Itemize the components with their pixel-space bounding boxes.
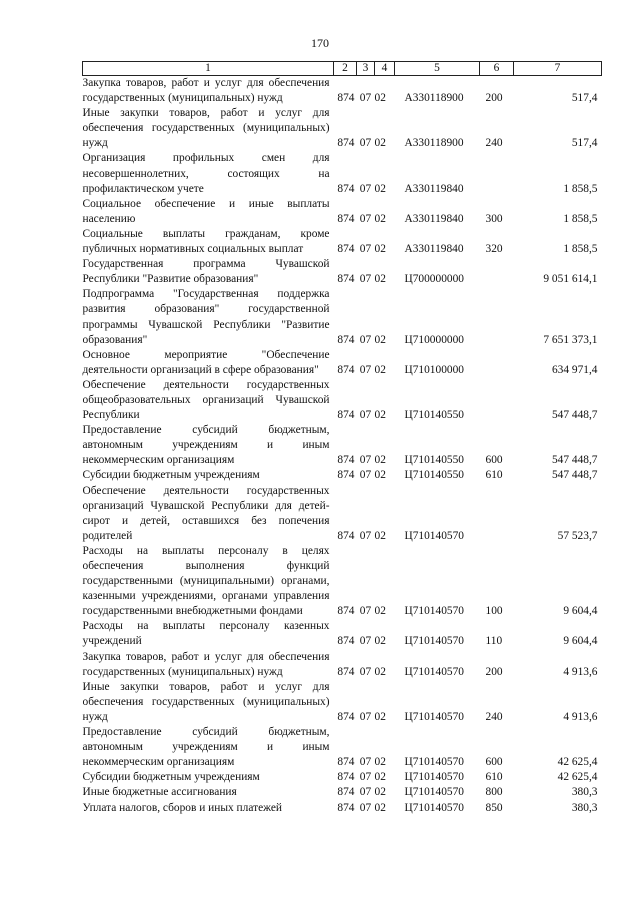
page-number: 170 — [311, 36, 329, 50]
row-subsection: 02 — [374, 771, 386, 784]
row-amount: 7 651 373,1 — [543, 333, 598, 346]
row-amount: 1 858,5 — [563, 182, 598, 195]
row-section: 07 — [359, 363, 372, 376]
row-name: Закупка товаров, работ и услуг для обеспечения государственных (муниципальных) нужд — [82, 77, 330, 105]
row-subsection: 02 — [374, 212, 386, 225]
table-row — [83, 151, 602, 196]
table-row — [83, 76, 602, 107]
row-amount: 1 858,5 — [563, 212, 598, 225]
row-section: 07 — [359, 92, 372, 105]
row-amount: 517,4 — [571, 92, 598, 105]
row-target-code: Ц710140570 — [404, 635, 464, 648]
row-expense-type: 240 — [485, 137, 503, 150]
table-row — [83, 468, 602, 483]
row-target-code: А330118900 — [404, 137, 464, 150]
row-expense-type — [480, 378, 514, 423]
row-amount: 57 523,7 — [557, 529, 598, 542]
row-target-code: Ц710140550 — [404, 409, 464, 422]
row-expense-type: 300 — [485, 212, 503, 225]
row-expense-type — [480, 151, 514, 196]
row-section: 07 — [359, 182, 372, 195]
table-row — [83, 287, 602, 347]
row-section: 07 — [359, 635, 372, 648]
row-target-code: Ц700000000 — [404, 273, 464, 286]
row-subsection: 02 — [374, 469, 386, 482]
table-body — [83, 76, 602, 816]
row-section: 07 — [359, 273, 372, 286]
row-name: Организация профильных смен для несовершеннолетних, состоящих на профилактическом учете — [82, 152, 330, 195]
table-row — [83, 544, 602, 619]
row-subsection: 02 — [374, 710, 386, 723]
row-name: Социальные выплаты гражданам, кроме публичных нормативных социальных выплат — [82, 227, 330, 256]
header-col-admin: 2 — [334, 62, 357, 76]
row-expense-type: 610 — [485, 771, 503, 784]
row-section: 07 — [359, 212, 372, 225]
row-expense-type: 600 — [485, 756, 503, 769]
row-target-code: Ц710140570 — [404, 771, 464, 784]
row-name: Обеспечение деятельности государственных организаций Чувашской Республики для детей-сирот и детей, оставшихся без попечения родителей — [82, 484, 330, 542]
row-amount: 517,4 — [571, 137, 598, 150]
table-header — [83, 62, 602, 76]
row-name: Расходы на выплаты персоналу в целях обеспечения выполнения функций государственными (муниципальными) органами, казенными учреждениями, органами управления государственными внебюджетными фондами — [82, 544, 330, 618]
row-subsection: 02 — [374, 665, 386, 678]
row-section: 07 — [359, 137, 372, 150]
row-section: 07 — [359, 529, 372, 542]
row-section: 07 — [359, 469, 372, 482]
row-admin-code: 874 — [337, 363, 355, 376]
row-section: 07 — [359, 409, 372, 422]
row-admin-code: 874 — [337, 635, 355, 648]
row-subsection: 02 — [374, 92, 386, 105]
row-admin-code: 874 — [337, 333, 355, 346]
row-target-code: Ц710000000 — [404, 333, 464, 346]
row-name: Уплата налогов, сборов и иных платежей — [82, 801, 282, 814]
row-expense-type — [480, 348, 514, 378]
row-section: 07 — [359, 756, 372, 769]
row-subsection: 02 — [374, 243, 386, 256]
row-target-code: Ц710140570 — [404, 605, 464, 618]
table-row — [83, 725, 602, 770]
table-row — [83, 484, 602, 544]
table-row — [83, 785, 602, 800]
row-admin-code: 874 — [337, 273, 355, 286]
row-name: Основное мероприятие "Обеспечение деятельности организаций в сфере образования" — [82, 348, 330, 376]
row-expense-type: 610 — [485, 469, 503, 482]
row-admin-code: 874 — [337, 92, 355, 105]
row-expense-type — [480, 484, 514, 544]
row-expense-type: 110 — [485, 635, 503, 648]
row-name: Предоставление субсидий бюджетным, автономным учреждениям и иным некоммерческим организациям — [82, 424, 330, 467]
row-section: 07 — [359, 454, 372, 467]
header-col-subsection: 4 — [375, 62, 395, 76]
row-target-code: Ц710140570 — [404, 710, 464, 723]
header-col-amount: 7 — [514, 62, 602, 76]
row-subsection: 02 — [374, 756, 386, 769]
row-admin-code: 874 — [337, 756, 355, 769]
row-name: Субсидии бюджетным учреждениям — [82, 771, 260, 784]
row-subsection: 02 — [374, 333, 386, 346]
row-target-code: Ц710140570 — [404, 786, 464, 799]
row-target-code: Ц710140570 — [404, 665, 464, 678]
header-col-name: 1 — [83, 62, 334, 76]
row-amount: 42 625,4 — [557, 756, 598, 769]
row-admin-code: 874 — [337, 710, 355, 723]
row-section: 07 — [359, 710, 372, 723]
row-expense-type: 850 — [485, 801, 503, 814]
table-row — [83, 106, 602, 151]
row-admin-code: 874 — [337, 801, 355, 814]
table-row — [83, 680, 602, 725]
row-target-code: А330118900 — [404, 92, 464, 105]
row-section: 07 — [359, 243, 372, 256]
row-target-code: А330119840 — [404, 243, 464, 256]
header-col-expense-type: 6 — [480, 62, 514, 76]
row-subsection: 02 — [374, 635, 386, 648]
row-admin-code: 874 — [337, 454, 355, 467]
row-admin-code: 874 — [337, 137, 355, 150]
row-subsection: 02 — [374, 273, 386, 286]
table-row — [83, 423, 602, 468]
row-section: 07 — [359, 333, 372, 346]
table-row — [83, 197, 602, 227]
row-target-code: А330119840 — [404, 212, 464, 225]
row-name: Субсидии бюджетным учреждениям — [82, 469, 260, 482]
table-row — [83, 227, 602, 257]
row-amount: 4 913,6 — [563, 710, 598, 723]
row-amount: 547 448,7 — [551, 409, 598, 422]
row-amount: 9 051 614,1 — [543, 273, 598, 286]
row-target-code: Ц710140570 — [404, 529, 464, 542]
row-amount: 42 625,4 — [557, 771, 598, 784]
row-target-code: Ц710140570 — [404, 756, 464, 769]
row-amount: 380,3 — [571, 786, 598, 799]
row-target-code: Ц710100000 — [404, 363, 464, 376]
row-section: 07 — [359, 786, 372, 799]
row-name: Иные закупки товаров, работ и услуг для обеспечения государственных (муниципальных) нужд — [82, 107, 330, 150]
row-admin-code: 874 — [337, 243, 355, 256]
row-amount: 547 448,7 — [551, 469, 598, 482]
row-admin-code: 874 — [337, 605, 355, 618]
row-amount: 634 971,4 — [551, 363, 598, 376]
row-target-code: Ц710140570 — [404, 801, 464, 814]
header-row — [83, 62, 602, 76]
row-section: 07 — [359, 771, 372, 784]
row-amount: 1 858,5 — [563, 243, 598, 256]
row-target-code: Ц710140550 — [404, 469, 464, 482]
row-expense-type: 240 — [485, 710, 503, 723]
row-expense-type: 600 — [485, 454, 503, 467]
row-section: 07 — [359, 605, 372, 618]
table-row — [83, 801, 602, 816]
row-expense-type: 100 — [485, 605, 503, 618]
row-amount: 380,3 — [571, 801, 598, 814]
row-subsection: 02 — [374, 137, 386, 150]
row-name: Закупка товаров, работ и услуг для обеспечения государственных (муниципальных) нужд — [82, 650, 330, 678]
row-section: 07 — [359, 801, 372, 814]
row-expense-type — [480, 287, 514, 347]
row-admin-code: 874 — [337, 212, 355, 225]
row-subsection: 02 — [374, 786, 386, 799]
row-name: Предоставление субсидий бюджетным, автономным учреждениям и иным некоммерческим организациям — [82, 726, 330, 769]
row-admin-code: 874 — [337, 771, 355, 784]
row-expense-type — [480, 257, 514, 287]
row-section: 07 — [359, 665, 372, 678]
row-subsection: 02 — [374, 409, 386, 422]
header-col-target-code: 5 — [395, 62, 480, 76]
table-row — [83, 770, 602, 785]
row-target-code: Ц710140550 — [404, 454, 464, 467]
row-name: Социальное обеспечение и иные выплаты населению — [82, 197, 330, 225]
table-row — [83, 348, 602, 378]
budget-table — [82, 61, 602, 816]
row-subsection: 02 — [374, 454, 386, 467]
row-target-code: А330119840 — [404, 182, 464, 195]
table-row — [83, 378, 602, 423]
row-name: Обеспечение деятельности государственных общеобразовательных организаций Чувашской Республики — [82, 378, 330, 422]
row-admin-code: 874 — [337, 409, 355, 422]
row-amount: 9 604,4 — [563, 605, 598, 618]
row-expense-type: 200 — [485, 92, 503, 105]
row-name: Иные бюджетные ассигнования — [82, 786, 237, 799]
row-admin-code: 874 — [337, 665, 355, 678]
row-name: Государственная программа Чувашской Республики "Развитие образования" — [82, 258, 330, 286]
row-amount: 547 448,7 — [551, 454, 598, 467]
row-admin-code: 874 — [337, 786, 355, 799]
row-admin-code: 874 — [337, 182, 355, 195]
header-col-section: 3 — [357, 62, 375, 76]
row-subsection: 02 — [374, 605, 386, 618]
row-subsection: 02 — [374, 801, 386, 814]
row-subsection: 02 — [374, 529, 386, 542]
row-name: Иные закупки товаров, работ и услуг для обеспечения государственных (муниципальных) нужд — [82, 680, 330, 723]
row-name: Расходы на выплаты персоналу казенных учреждений — [82, 620, 330, 648]
row-expense-type: 320 — [485, 243, 503, 256]
table-row — [83, 619, 602, 649]
row-expense-type: 800 — [485, 786, 503, 799]
table-row — [83, 257, 602, 287]
row-admin-code: 874 — [337, 469, 355, 482]
row-amount: 4 913,6 — [563, 665, 598, 678]
row-amount: 9 604,4 — [563, 635, 598, 648]
row-subsection: 02 — [374, 182, 386, 195]
table-row — [83, 650, 602, 680]
row-admin-code: 874 — [337, 529, 355, 542]
row-subsection: 02 — [374, 363, 386, 376]
row-name: Подпрограмма "Государственная поддержка развития образования" государственной программы Чувашской Республики "Развитие образования" — [82, 288, 330, 346]
row-expense-type: 200 — [485, 665, 503, 678]
